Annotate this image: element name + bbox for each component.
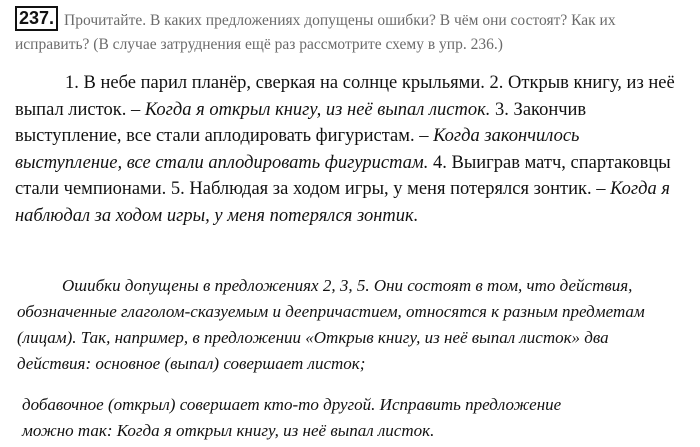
answer-paragraph: Ошибки допущены в предложениях 2, 3, 5. Они состоят в том, что действия, обозначенные глаголом-сказуемым и деепричастием, относятся к разным предметам (лицам). Так, например, в предложении «Открыв книгу, из неё выпал листок» два действия: основное (выпал) совершает листок;: [17, 276, 645, 373]
sentence-1: 1. В небе парил планёр, сверкая на солнце крыльями.: [65, 73, 485, 93]
answer-continuation-line-2: можно так: Когда я открыл книгу, из неё выпал листок.: [22, 421, 435, 440]
exercise-text: [15, 70, 675, 229]
sentence-2-correction: Когда я открыл книгу, из неё выпал листок.: [144, 99, 491, 120]
sentence-3-correction: Когда закончилось выступление, все стали аплодировать фигуристам.: [15, 126, 580, 173]
sentence-4: 4. Выиграв матч, спартаковцы стали чемпионами.: [15, 152, 671, 199]
sentence-5: 5. Наблюдая за ходом игры, у меня потерялся зонтик. –: [170, 179, 606, 199]
answer-continuation-line-1: добавочное (открыл) совершает кто-то другой. Исправить предложение: [22, 395, 562, 414]
answer-continuation: [22, 392, 692, 444]
sentence-5-correction: Когда я наблюдал за ходом игры, у меня потерялся зонтик.: [15, 179, 670, 226]
task-header: [15, 6, 690, 57]
task-number: 237.: [15, 6, 58, 31]
task-instruction-line-1: Прочитайте. В каких предложениях допущены ошибки? В чём они состоят? Как их: [64, 12, 616, 29]
task-instruction-line-2: исправить? (В случае затруднения ещё раз рассмотрите схему в упр. 236.): [15, 36, 503, 53]
sentence-3: 3. Закончив выступление, все стали аплодировать фигуристам. –: [15, 99, 587, 146]
sentence-2: 2. Открыв книгу, из неё выпал листок. –: [15, 73, 675, 120]
